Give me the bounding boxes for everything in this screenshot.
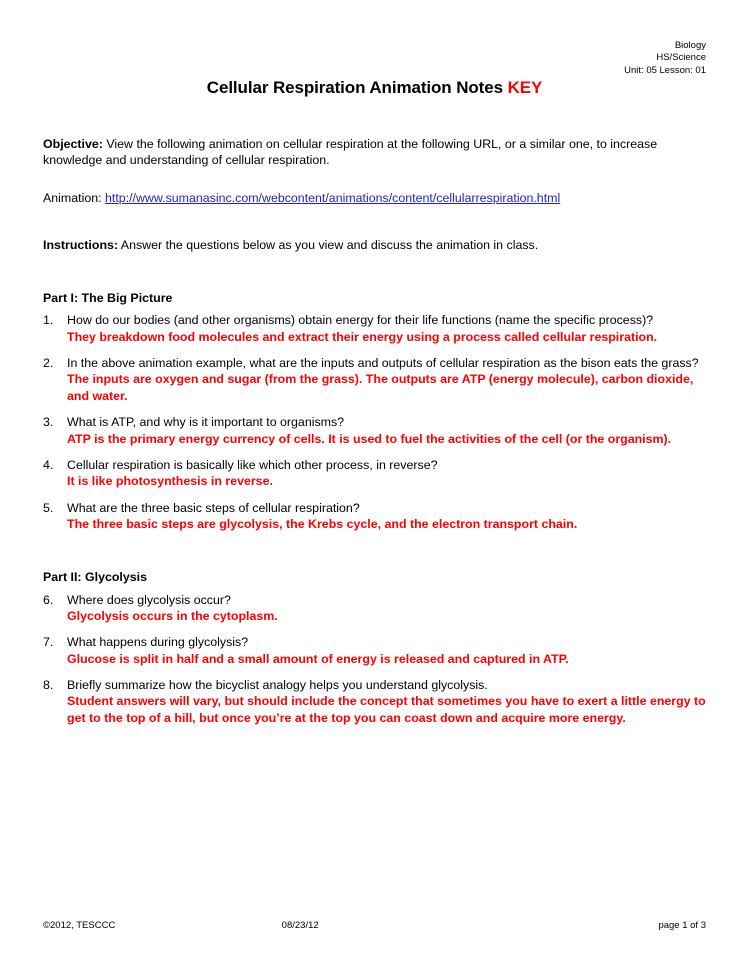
spacer bbox=[43, 532, 708, 553]
answer-text: Glycolysis occurs in the cytoplasm. bbox=[67, 609, 278, 623]
question-text: What are the three basic steps of cellular respiration? bbox=[67, 500, 360, 515]
question-text: Where does glycolysis occur? bbox=[67, 592, 231, 607]
answer-text: The three basic steps are glycolysis, the Krebs cycle, and the electron transport chain. bbox=[67, 517, 578, 531]
question-item bbox=[43, 500, 708, 533]
answer-text: It is like photosynthesis in reverse. bbox=[67, 474, 273, 489]
question-text: What happens during glycolysis? bbox=[67, 635, 249, 650]
objective-paragraph bbox=[43, 136, 708, 169]
question-number: 1. bbox=[43, 313, 54, 328]
page-title-key-badge: KEY bbox=[507, 78, 543, 97]
header-course: HS/Science bbox=[656, 52, 706, 64]
question-text: Cellular respiration is basically like which other process, in reverse? bbox=[67, 458, 438, 472]
question-text: Briefly summarize how the bicyclist analogy helps you understand glycolysis. bbox=[67, 678, 488, 693]
page-title bbox=[0, 78, 749, 98]
question-list-part-2 bbox=[43, 592, 708, 727]
footer-copyright: ©2012, TESCCC bbox=[43, 920, 116, 931]
question-text: How do our bodies (and other organisms) obtain energy for their life functions (name the specific process)? bbox=[67, 313, 654, 328]
animation-label: Animation: bbox=[43, 190, 105, 205]
spacer bbox=[43, 274, 708, 290]
instructions-text: Answer the questions below as you view and discuss the animation in class. bbox=[118, 237, 539, 252]
question-item bbox=[43, 355, 708, 404]
question-item bbox=[43, 457, 708, 490]
footer-page-number: page 1 of 3 bbox=[658, 920, 706, 931]
question-item bbox=[43, 414, 708, 447]
question-list-part-1 bbox=[43, 312, 708, 532]
part-heading-1: Part I: The Big Picture bbox=[43, 291, 173, 306]
question-item bbox=[43, 634, 708, 667]
question-number: 7. bbox=[43, 635, 54, 650]
animation-url-link[interactable]: http://www.sumanasinc.com/webcontent/animations/content/cellularrespiration.html bbox=[104, 190, 561, 205]
header-unit-lesson: Unit: 05 Lesson: 01 bbox=[624, 64, 706, 76]
question-item bbox=[43, 592, 708, 625]
document-body bbox=[43, 136, 708, 726]
question-number: 8. bbox=[43, 678, 54, 693]
instructions-label: Instructions: bbox=[43, 237, 119, 252]
answer-text: Glucose is split in half and a small amount of energy is released and captured in ATP. bbox=[67, 651, 569, 666]
page-title-text: Cellular Respiration Animation Notes bbox=[206, 78, 508, 97]
objective-text: View the following animation on cellular respiration at the following URL, or a similar one, to increase knowledge and understanding of cellular respiration. bbox=[43, 137, 658, 168]
header-subject: Biology bbox=[674, 40, 706, 51]
question-number: 2. bbox=[43, 356, 54, 371]
part-heading-2: Part II: Glycolysis bbox=[43, 570, 147, 585]
animation-paragraph bbox=[43, 190, 708, 206]
instructions-paragraph bbox=[43, 237, 708, 253]
footer-date: 08/23/12 bbox=[281, 920, 319, 931]
spacer bbox=[43, 169, 708, 190]
answer-text: ATP is the primary energy currency of cells. It is used to fuel the activities of the cell (or the organism). bbox=[67, 431, 672, 446]
question-number: 3. bbox=[43, 415, 54, 430]
question-text: What is ATP, and why is it important to organisms? bbox=[67, 415, 345, 430]
document-footer bbox=[43, 920, 706, 932]
question-item bbox=[43, 677, 708, 726]
spacer bbox=[43, 253, 708, 274]
question-number: 4. bbox=[43, 458, 54, 472]
answer-text: Student answers will vary, but should include the concept that sometimes you have to exert a little energy to get to the top of a hill, but once you’re at the top you can coast down and acquire more energy. bbox=[67, 694, 706, 725]
answer-text: They breakdown food molecules and extract their energy using a process called cellular respiration. bbox=[67, 329, 658, 344]
document-header-meta bbox=[624, 40, 706, 77]
question-item bbox=[43, 312, 708, 345]
question-number: 5. bbox=[43, 500, 54, 515]
answer-text: The inputs are oxygen and sugar (from the grass). The outputs are ATP (energy molecule), carbon dioxide, and water. bbox=[67, 372, 694, 403]
question-number: 6. bbox=[43, 592, 54, 607]
question-text: In the above animation example, what are the inputs and outputs of cellular respiration as the bison eats the grass? bbox=[67, 356, 699, 371]
spacer bbox=[43, 206, 708, 227]
objective-label: Objective: bbox=[43, 137, 103, 151]
spacer bbox=[43, 553, 708, 569]
spacer bbox=[43, 227, 708, 237]
